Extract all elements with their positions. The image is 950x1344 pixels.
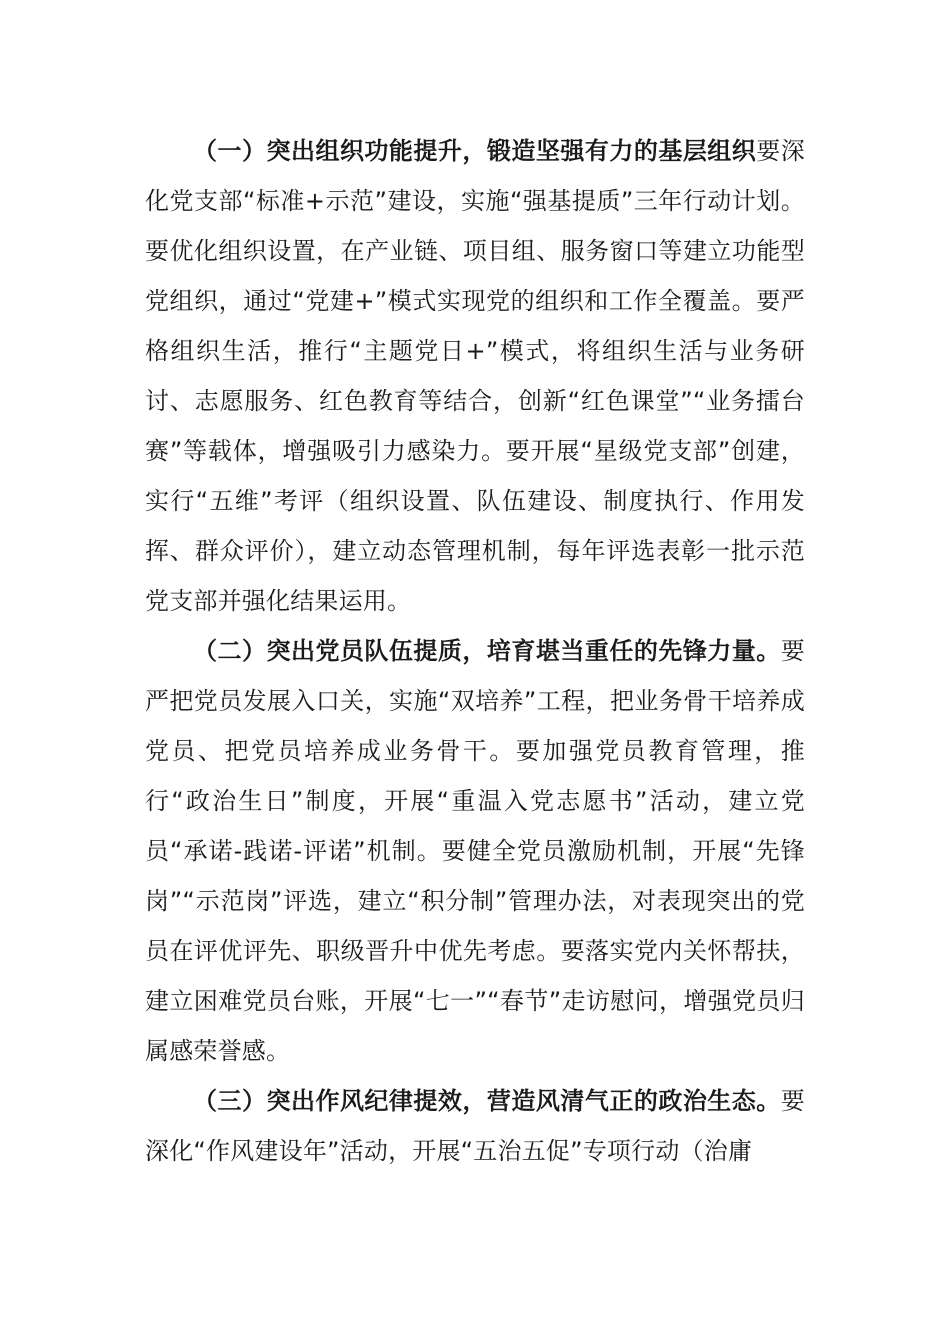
paragraph-3 bbox=[145, 1076, 805, 1176]
paragraph-1 bbox=[145, 126, 805, 626]
paragraph-3-text: 要深化“作风建设年”活动，开展“五治五促”专项行动（治庸 bbox=[145, 1087, 805, 1165]
paragraph-3-heading: （三）突出作风纪律提效，营造风清气正的政治生态。 bbox=[193, 1087, 781, 1115]
paragraph-1-text: 要深化党支部“标准+示范”建设，实施“强基提质”三年行动计划。要优化组织设置，在产业链、项目组、服务窗口等建立功能型党组织，通过“党建+”模式实现党的组织和工作全覆盖。要严格组织生活，推行“主题党日+”模式，将组织生活与业务研讨、志愿服务、红色教育等结合，创新“红色课堂”“业务擂台赛”等载体，增强吸引力感染力。要开展“星级党支部”创建，实行“五维”考评（组织设置、队伍建设、制度执行、作用发挥、群众评价），建立动态管理机制，每年评选表彰一批示范党支部并强化结果运用。 bbox=[145, 137, 805, 615]
paragraph-1-heading: （一）突出组织功能提升，锻造坚强有力的基层组织 bbox=[193, 137, 757, 165]
document-body bbox=[145, 126, 805, 1176]
paragraph-2-heading: （二）突出党员队伍提质，培育堪当重任的先锋力量。 bbox=[193, 637, 781, 665]
paragraph-2-text: 要严把党员发展入口关，实施“双培养”工程，把业务骨干培养成党员、把党员培养成业务骨干。要加强党员教育管理，推行“政治生日”制度，开展“重温入党志愿书”活动，建立党员“承诺-践诺-评诺”机制。要健全党员激励机制，开展“先锋岗”“示范岗”评选，建立“积分制”管理办法，对表现突出的党员在评优评先、职级晋升中优先考虑。要落实党内关怀帮扶，建立困难党员台账，开展“七一”“春节”走访慰问，增强党员归属感荣誉感。 bbox=[145, 637, 805, 1065]
paragraph-2 bbox=[145, 626, 805, 1076]
